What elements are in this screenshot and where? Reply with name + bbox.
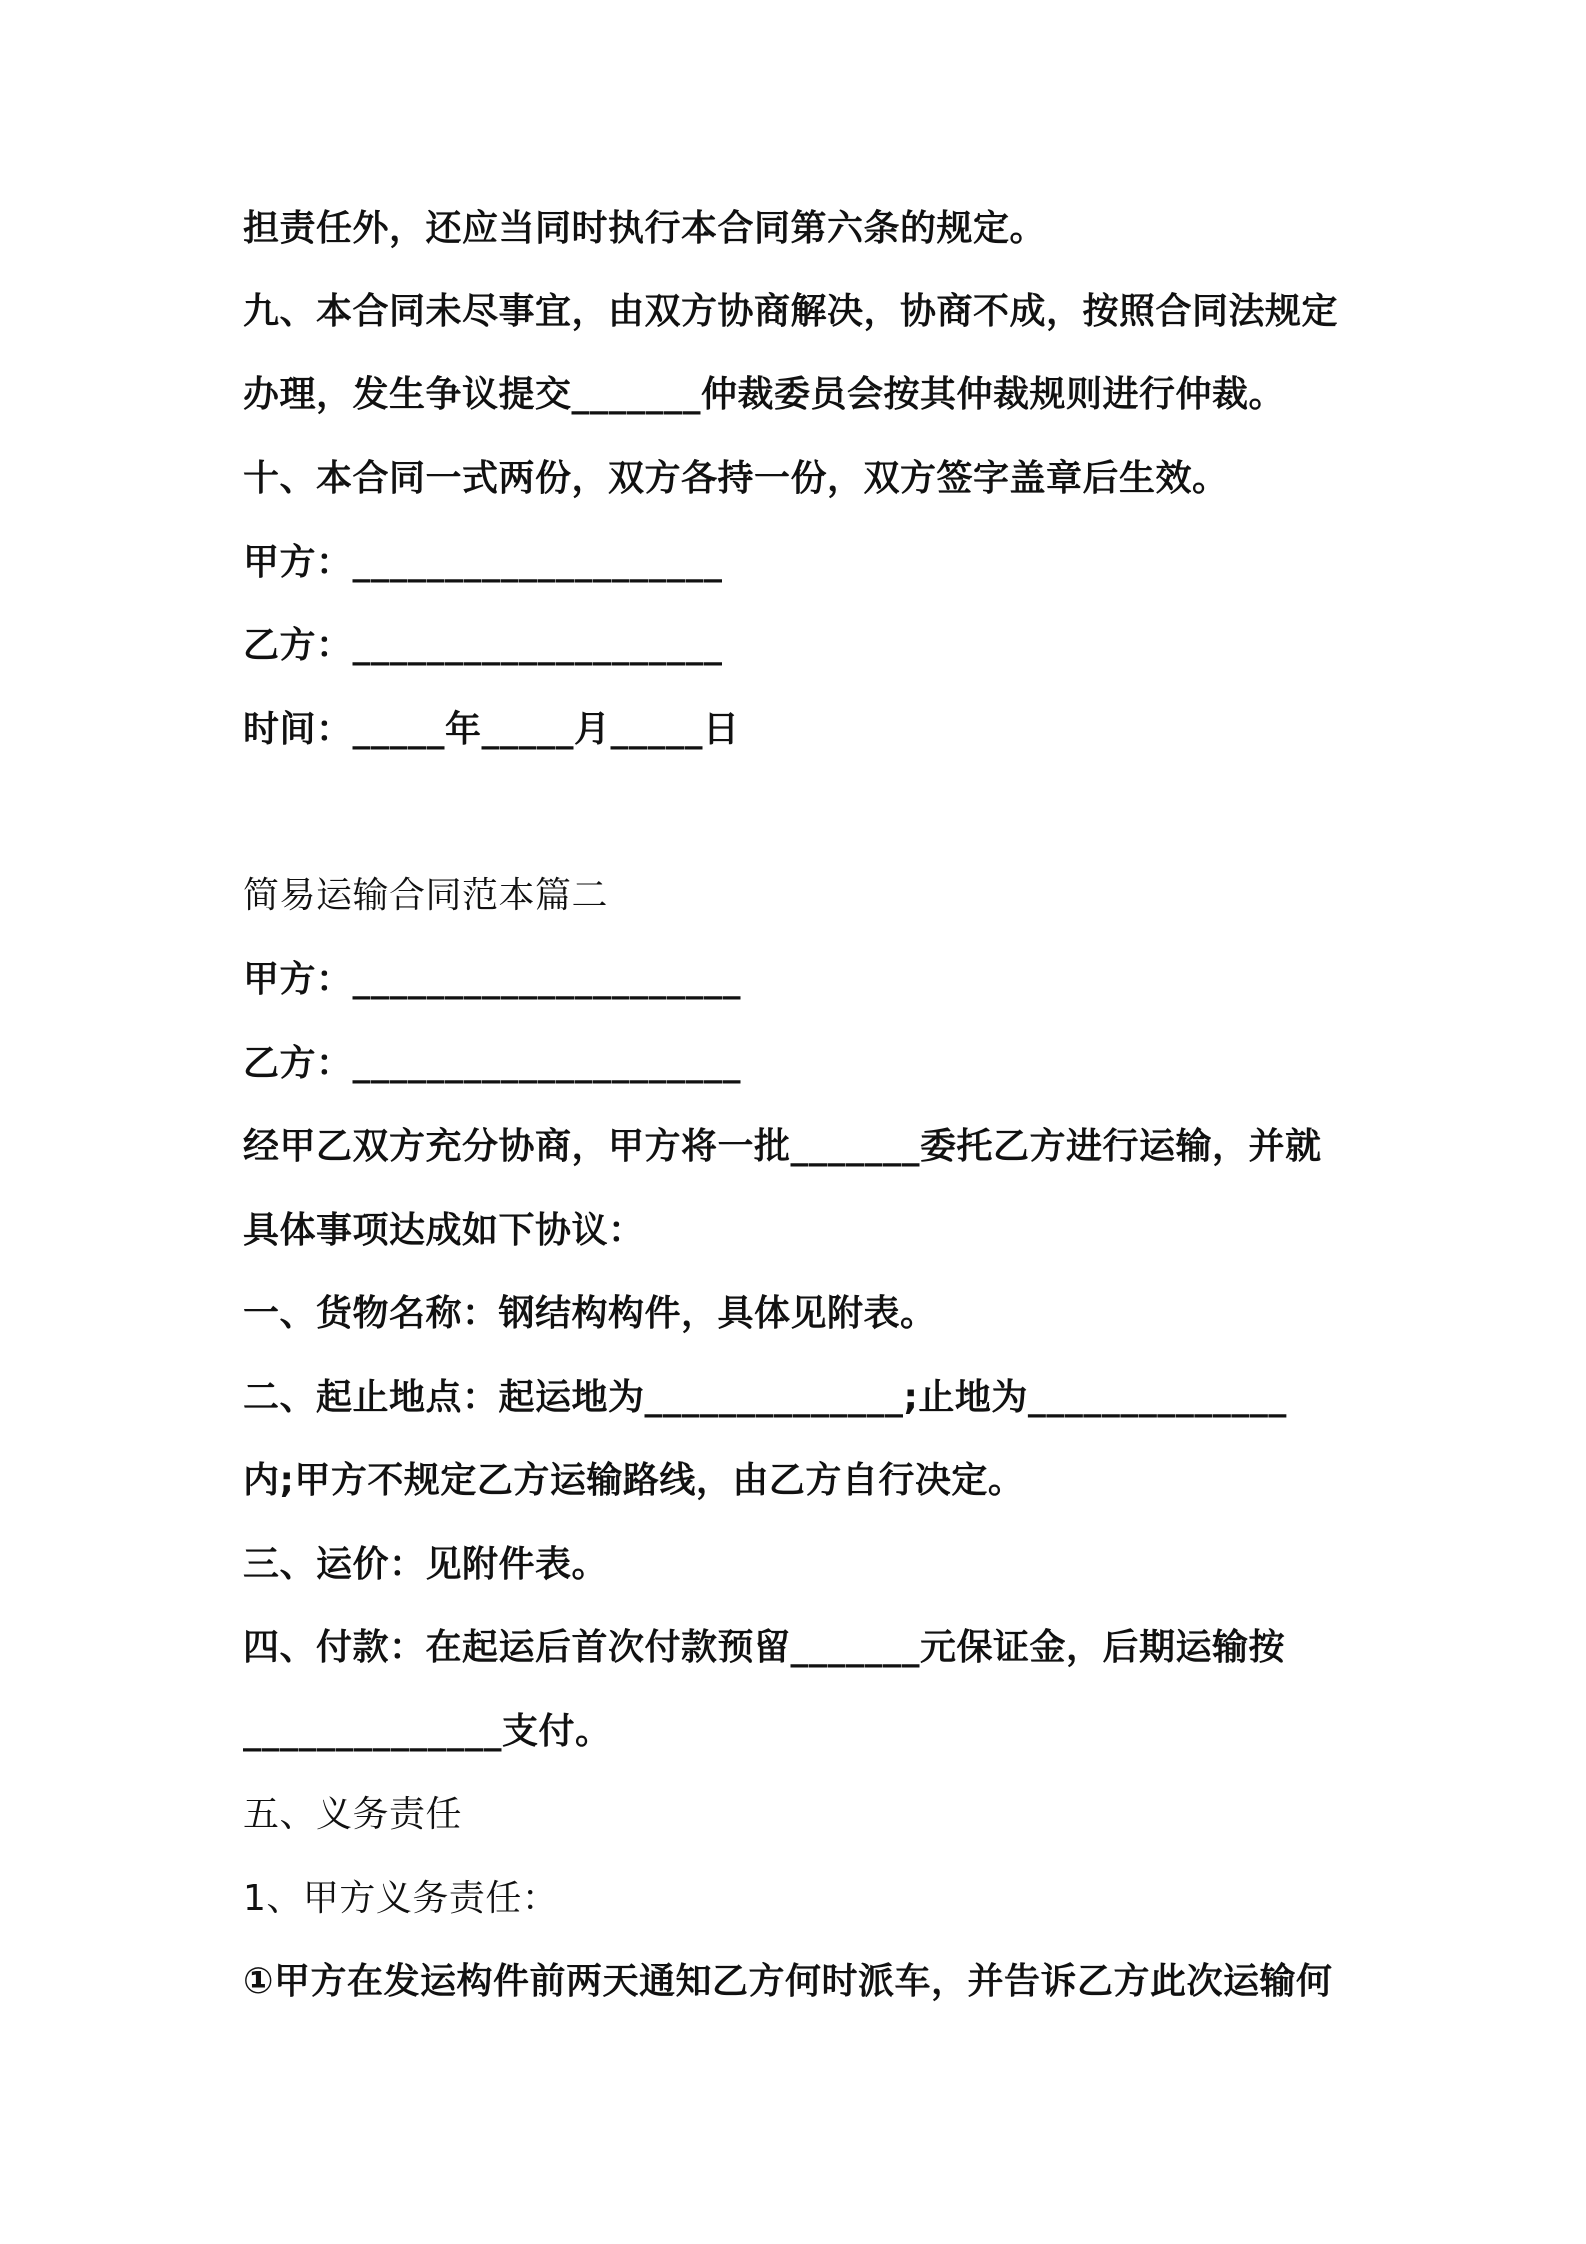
- text-line: 二、起止地点：起运地为______________;止地为______________: [243, 1377, 1287, 1418]
- text-line: 四、付款：在起运后首次付款预留_______元保证金，后期运输按: [243, 1627, 1286, 1668]
- text-line: 一、货物名称：钢结构构件，具体见附表。: [243, 1293, 937, 1334]
- text-line: 九、本合同未尽事宜，由双方协商解决，协商不成，按照合同法规定: [243, 291, 1339, 332]
- signature-party-b: 乙方：____________________: [243, 625, 723, 666]
- text-line: 办理，发生争议提交_______仲裁委员会按其仲裁规则进行仲裁。: [243, 374, 1286, 415]
- text-line: 具体事项达成如下协议：: [243, 1210, 645, 1251]
- text-line: 内;甲方不规定乙方运输路线，由乙方自行决定。: [243, 1460, 1025, 1501]
- text-line: 五、义务责任: [243, 1794, 463, 1835]
- party-a-field: 甲方：_____________________: [243, 959, 742, 1000]
- text-line: 三、运价：见附件表。: [243, 1544, 609, 1585]
- signature-date: 时间：_____年_____月_____日: [243, 709, 740, 750]
- text-line: ①甲方在发运构件前两天通知乙方何时派车，并告诉乙方此次运输何: [243, 1961, 1333, 2002]
- text-line: ______________支付。: [243, 1711, 612, 1752]
- text-line: 经甲乙双方充分协商，甲方将一批_______委托乙方进行运输，并就: [243, 1126, 1322, 1167]
- party-b-field: 乙方：_____________________: [243, 1043, 742, 1084]
- signature-party-a: 甲方：____________________: [243, 542, 723, 583]
- text-line: 担责任外，还应当同时执行本合同第六条的规定。: [243, 208, 1047, 249]
- text-line: 1、甲方义务责任：: [243, 1878, 559, 1919]
- text-line: 十、本合同一式两份，双方各持一份，双方签字盖章后生效。: [243, 458, 1229, 499]
- section-title: 简易运输合同范本篇二: [243, 875, 609, 916]
